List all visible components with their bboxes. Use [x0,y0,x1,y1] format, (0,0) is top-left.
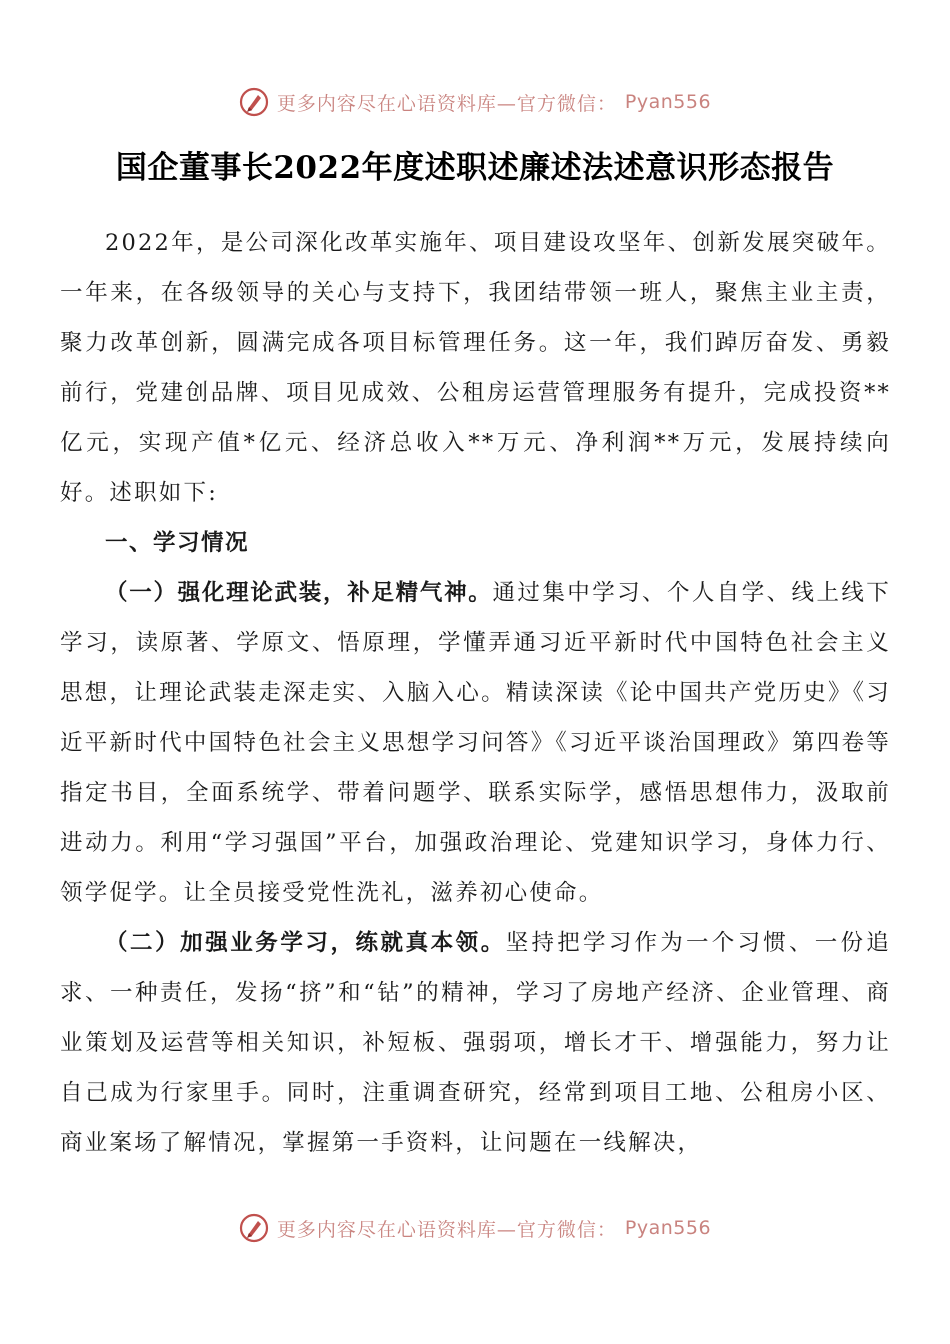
paragraph-lead: （二）加强业务学习，练就真本领。 [105,930,506,956]
pen-nib-logo-icon [239,87,269,117]
paragraph-business-study [60,918,891,1168]
document-body [60,218,891,1168]
header-watermark-banner [0,80,950,124]
paragraph-lead: （一）强化理论武装，补足精气神。 [105,580,493,606]
paragraph-text: 通过集中学习、个人自学、线上线下学习，读原著、学原文、悟原理，学懂弄通习近平新时代中国特色社会主义思想，让理论武装走深走实、入脑入心。精读深读《论中国共产党历史》《习近平新时代中国特色社会主义思想学习问答》《习近平谈治国理政》第四卷等指定书目，全面系统学、带着问题学、联系实际学，感悟思想伟力，汲取前进动力。利用“学习强国”平台，加强政治理论、党建知识学习，身体力行、领学促学。让全员接受党性洗礼，滋养初心使命。 [60,580,891,906]
watermark-wechat-id: Pyan556 [624,91,712,113]
intro-paragraph: 2022年，是公司深化改革实施年、项目建设攻坚年、创新发展突破年。一年来，在各级领导的关心与支持下，我团结带领一班人，聚焦主业主责，聚力改革创新，圆满完成各项目标管理任务。这一年，我们踔厉奋发、勇毅前行，党建创品牌、项目见成效、公租房运营管理服务有提升，完成投资**亿元，实现产值*亿元、经济总收入**万元、净利润**万元，发展持续向好。述职如下: [60,230,891,506]
document-title: 国企董事长2022年度述职述廉述法述意识形态报告 [115,150,835,186]
section-heading: 一、学习情况 [105,530,250,556]
watermark-wechat-id: Pyan556 [624,1217,712,1239]
paragraph-theory-study [60,568,891,918]
watermark-text: 更多内容尽在心语资料库—官方微信： [276,1218,617,1241]
footer-watermark-banner [0,1206,950,1250]
watermark-text: 更多内容尽在心语资料库—官方微信： [276,92,617,115]
paragraph-text: 坚持把学习作为一个习惯、一份追求、一种责任，发扬“挤”和“钻”的精神，学习了房地产经济、企业管理、商业策划及运营等相关知识，补短板、强弱项，增长才干、增强能力，努力让自己成为行家里手。同时，注重调查研究，经常到项目工地、公租房小区、商业案场了解情况，掌握第一手资料，让问题在一线解决， [60,930,891,1156]
pen-nib-logo-icon [239,1213,269,1243]
